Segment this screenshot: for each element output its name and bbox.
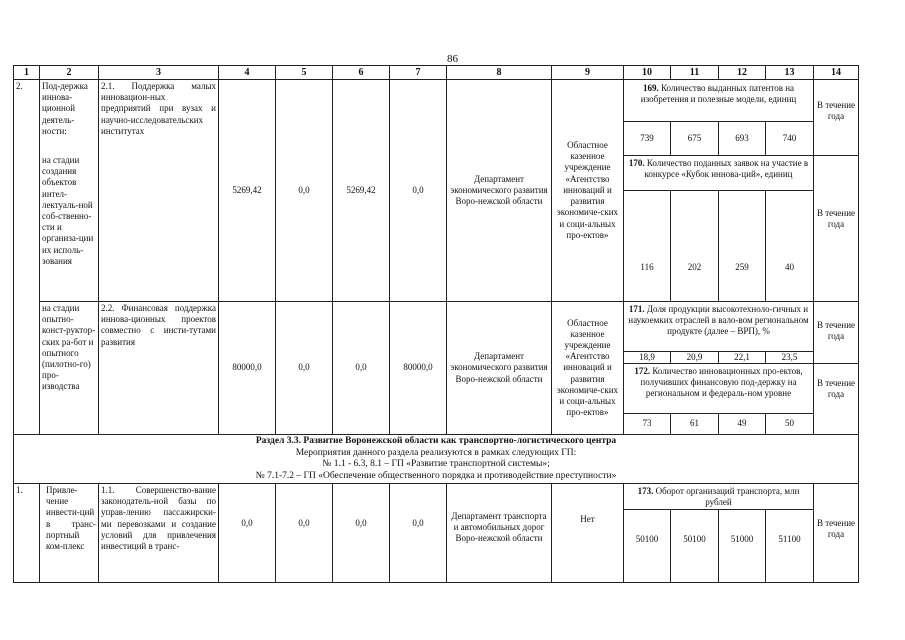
value-col-7: 0,0 (390, 80, 447, 302)
data-table (13, 65, 859, 583)
header-col-11: 11 (671, 66, 719, 80)
indicator-170-text: Количество поданных заявок на участие в конкурсе «Кубок иннова-ций», единиц (644, 158, 809, 180)
value-col-4: 0,0 (219, 484, 276, 582)
indicator-172-number: 172. (634, 366, 651, 376)
executor: Нет (552, 484, 624, 582)
header-col-7: 7 (390, 66, 447, 80)
indicator-170-number: 170. (628, 158, 645, 168)
indicator-173 (624, 484, 814, 510)
submeasure-2-1-code: 2.1. (101, 81, 115, 91)
indicator-170-value: 202 (671, 191, 719, 302)
header-col-12: 12 (719, 66, 766, 80)
indicator-169-number: 169. (642, 83, 659, 93)
indicator-173-value: 51100 (766, 510, 814, 582)
section-header (14, 435, 858, 484)
submeasure-1-1-title: Совершенство-вание законодатель-ной базы по управ-лению пассажирски-ми перевозками и создание условий для привлечения инвестиций в транс- (101, 485, 216, 552)
indicator-173-value: 51000 (719, 510, 766, 582)
submeasure-1-1 (99, 484, 219, 582)
indicator-172-value: 73 (624, 414, 671, 435)
header-col-9: 9 (552, 66, 624, 80)
header-col-2: 2 (40, 66, 99, 80)
section-line-2: № 1.1 - 6.3, 8.1 – ГП «Развитие транспортной системы»; (322, 459, 550, 470)
value-col-6: 0,0 (333, 302, 390, 435)
indicator-172-value: 50 (766, 414, 814, 435)
header-col-14: 14 (814, 66, 858, 80)
responsible-department: Департамент экономического развития Воро-нежской области (447, 80, 552, 302)
indicator-170-value: 259 (719, 191, 766, 302)
indicator-171-value: 23,5 (766, 352, 814, 364)
indicator-171-text: Доля продукции высокотехноло-гичных и наукоемких отраслей в вало-вом региональном продукте (далее – ВРП), % (628, 304, 809, 337)
row-number: 2. (14, 80, 40, 435)
indicator-172-value: 49 (719, 414, 766, 435)
indicator-169 (624, 80, 814, 122)
submeasure-2-2 (99, 302, 219, 435)
indicator-173-number: 173. (637, 486, 654, 496)
header-col-1: 1 (14, 66, 40, 80)
header-col-6: 6 (333, 66, 390, 80)
indicator-169-term: В течение года (814, 80, 858, 156)
value-col-6: 5269,42 (333, 80, 390, 302)
indicator-171-number: 171. (628, 304, 645, 314)
value-col-4: 80000,0 (219, 302, 276, 435)
section-line-3: № 7.1-7.2 – ГП «Обеспечение общественного порядка и противодействие преступности» (255, 470, 617, 481)
indicator-172-term: В течение года (814, 364, 858, 435)
indicator-172 (624, 364, 814, 414)
row-number: 1. (14, 484, 40, 582)
indicator-170 (624, 156, 814, 191)
submeasure-2-2-title: Финансовая поддержка иннова-ционных проектов совместно с инсти-тутами развития (101, 303, 216, 347)
indicator-169-text: Количество выданных патентов на изобретения и полезные модели, единиц (640, 83, 797, 105)
measure-name-top: Под-держка иннова-ционной деятель-ности: (40, 80, 99, 154)
value-col-7: 80000,0 (390, 302, 447, 435)
indicator-171-value: 20,9 (671, 352, 719, 364)
indicator-169-value: 675 (671, 122, 719, 156)
indicator-173-text: Оборот организаций транспорта, млн рублей (655, 486, 800, 508)
measure-name-stage-1: на стадии создания объектов интел-лектуаль-ной соб-ственно-сти и организа-ции их исполь-зования (40, 154, 99, 302)
page-number: 86 (447, 53, 458, 65)
indicator-172-value: 61 (671, 414, 719, 435)
responsible-department: Департамент транспорта и автомобильных дорог Воро-нежской области (447, 484, 552, 582)
header-col-4: 4 (219, 66, 276, 80)
indicator-170-value: 116 (624, 191, 671, 302)
submeasure-1-1-code: 1.1. (101, 485, 115, 495)
value-col-5: 0,0 (276, 302, 333, 435)
value-col-4: 5269,42 (219, 80, 276, 302)
section-title: Раздел 3.3. Развитие Воронежской области как транспортно-логистического центра (255, 436, 617, 446)
measure-name: Привле-чение инвести-ций в транс-портный ком-плекс (40, 484, 99, 582)
indicator-173-value: 50100 (671, 510, 719, 582)
indicator-171-term: В течение года (814, 302, 858, 364)
measure-name-stage-2: на стадии опытно-конст-руктор-ских ра-бот и опытного (пилотно-го) про-изводства (40, 302, 99, 435)
indicator-170-term: В течение года (814, 156, 858, 302)
indicator-173-value: 50100 (624, 510, 671, 582)
indicator-171-value: 18,9 (624, 352, 671, 364)
header-col-5: 5 (276, 66, 333, 80)
header-col-10: 10 (624, 66, 671, 80)
executor: Областное казенное учреждение «Агентство инноваций и развития экономиче-ских и соци-альных про-ектов» (552, 80, 624, 302)
submeasure-2-1 (99, 80, 219, 302)
header-col-3: 3 (99, 66, 219, 80)
indicator-170-value: 40 (766, 191, 814, 302)
responsible-department: Департамент экономического развития Воро-нежской области (447, 302, 552, 435)
section-line-1: Мероприятия данного раздела реализуются в рамках следующих ГП: (295, 447, 577, 458)
indicator-169-value: 739 (624, 122, 671, 156)
value-col-5: 0,0 (276, 80, 333, 302)
indicator-171 (624, 302, 814, 352)
submeasure-2-1-title: Поддержка малых инновацион-ных предприятий при вузах и научно-исследовательских институтах (101, 81, 216, 136)
header-col-13: 13 (766, 66, 814, 80)
indicator-172-text: Количество инновационных про-ектов, получивших финансовую под-держку на региональном и федераль-ном уровне (640, 366, 803, 399)
indicator-173-term: В течение года (816, 518, 856, 540)
header-col-8: 8 (447, 66, 552, 80)
value-col-7: 0,0 (390, 484, 447, 582)
indicator-169-value: 693 (719, 122, 766, 156)
executor: Областное казенное учреждение «Агентство инноваций и развития экономиче-ских и соци-альных про-ектов» (552, 302, 624, 435)
value-col-5: 0,0 (276, 484, 333, 582)
submeasure-2-2-code: 2.2. (101, 303, 115, 313)
header-row (14, 66, 858, 80)
indicator-171-value: 22,1 (719, 352, 766, 364)
indicator-169-value: 740 (766, 122, 814, 156)
value-col-6: 0,0 (333, 484, 390, 582)
